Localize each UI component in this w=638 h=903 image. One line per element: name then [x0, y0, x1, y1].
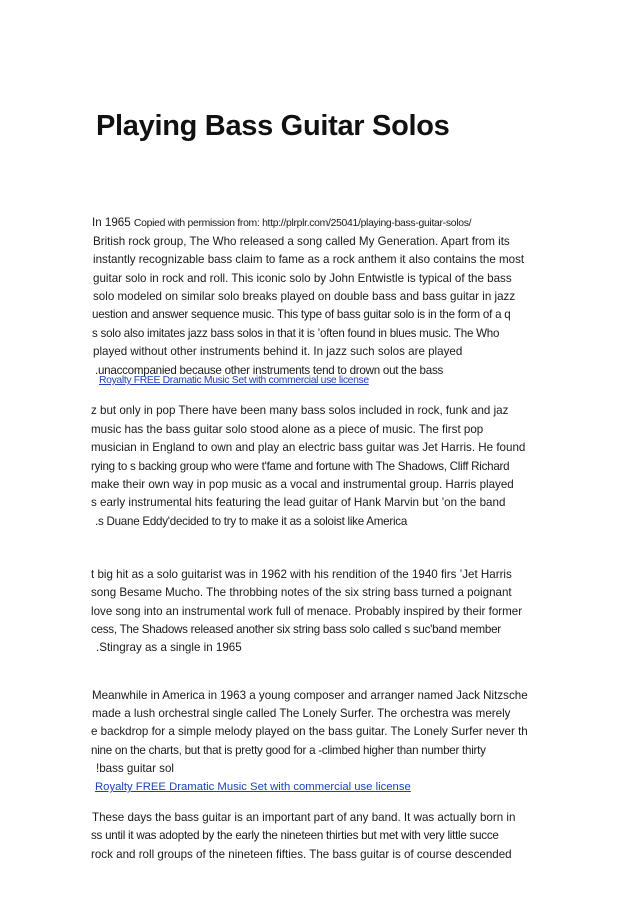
paragraph1-line: instantly recognizable bass claim to fame as a rock anthem it also contains the most [93, 253, 525, 266]
intro-year: In 1965 [92, 216, 131, 229]
copy-permission-credit: Copied with permission from: http://plrplr.com/25041/playing-bass-guitar-solos/ [133, 218, 472, 229]
paragraph2-line: musician in England to own and play an electric bass guitar was Jet Harris. He found [91, 441, 526, 454]
paragraph1-line: .unaccompanied because other instruments tend to drown out the bass [95, 364, 444, 377]
paragraph2-line: music has the bass guitar solo stood alone as a piece of music. The first pop [91, 423, 484, 436]
paragraph3-line: .Stingray as a single in 1965 [96, 641, 242, 654]
paragraph2-line: .s Duane Eddy'decided to try to make it as a soloist like America [95, 515, 408, 528]
paragraph1-line: uestion and answer sequence music. This type of bass guitar solo is in the form of a q [92, 308, 511, 321]
paragraph3-line: love song into an instrumental work full of menace. Probably inspired by their former [91, 605, 523, 618]
royalty-free-music-link[interactable]: Royalty FREE Dramatic Music Set with commercial use license [99, 375, 369, 386]
paragraph2-line: rying to s backing group who were t'fame and fortune with The Shadows, Cliff Richard [91, 460, 510, 473]
paragraph5-line: rock and roll groups of the nineteen fifties. The bass guitar is of course descended [91, 848, 512, 861]
paragraph1-line: s solo also imitates jazz bass solos in that it is ’often found in blues music. The Who [92, 327, 500, 340]
page-title: Playing Bass Guitar Solos [96, 110, 450, 142]
paragraph3-line: song Besame Mucho. The throbbing notes of the six string bass turned a poignant [91, 586, 512, 599]
paragraph2-line: s early instrumental hits featuring the lead guitar of Hank Marvin but ’on the band [91, 496, 506, 509]
paragraph1-line: British rock group, The Who released a song called My Generation. Apart from its [93, 235, 510, 248]
paragraph4-line: made a lush orchestral single called The Lonely Surfer. The orchestra was merely [92, 707, 511, 720]
royalty-free-music-link[interactable]: Royalty FREE Dramatic Music Set with commercial use license [95, 781, 411, 793]
paragraph1-line: guitar solo in rock and roll. This iconic solo by John Entwistle is typical of the bass [93, 272, 512, 285]
paragraph4-line: !bass guitar sol [96, 762, 174, 775]
paragraph4-line: e backdrop for a simple melody played on the bass guitar. The Lonely Surfer never th [91, 725, 528, 738]
paragraph1-line: solo modeled on similar solo breaks played on double bass and bass guitar in jazz [93, 290, 516, 303]
paragraph3-line: t big hit as a solo guitarist was in 1962 with his rendition of the 1940 firs ’Jet Harris [91, 568, 512, 581]
paragraph5-line: These days the bass guitar is an important part of any band. It was actually born in [92, 811, 516, 824]
paragraph3-line: cess, The Shadows released another six string bass solo called s suc'band member [91, 623, 501, 636]
intro-line [92, 214, 471, 232]
paragraph1-line: played without other instruments behind it. In jazz such solos are played [93, 345, 463, 358]
paragraph5-line: ss until it was adopted by the early the nineteen thirties but met with very little succe [91, 829, 499, 842]
paragraph4-line: nine on the charts, but that is pretty good for a -climbed higher than number thirty [91, 744, 486, 757]
paragraph4-line: Meanwhile in America in 1963 a young composer and arranger named Jack Nitzsche [92, 689, 528, 702]
paragraph2-line: z but only in pop There have been many bass solos included in rock, funk and jaz [91, 404, 509, 417]
paragraph2-line: make their own way in pop music as a vocal and instrumental group. Harris played [91, 478, 514, 491]
